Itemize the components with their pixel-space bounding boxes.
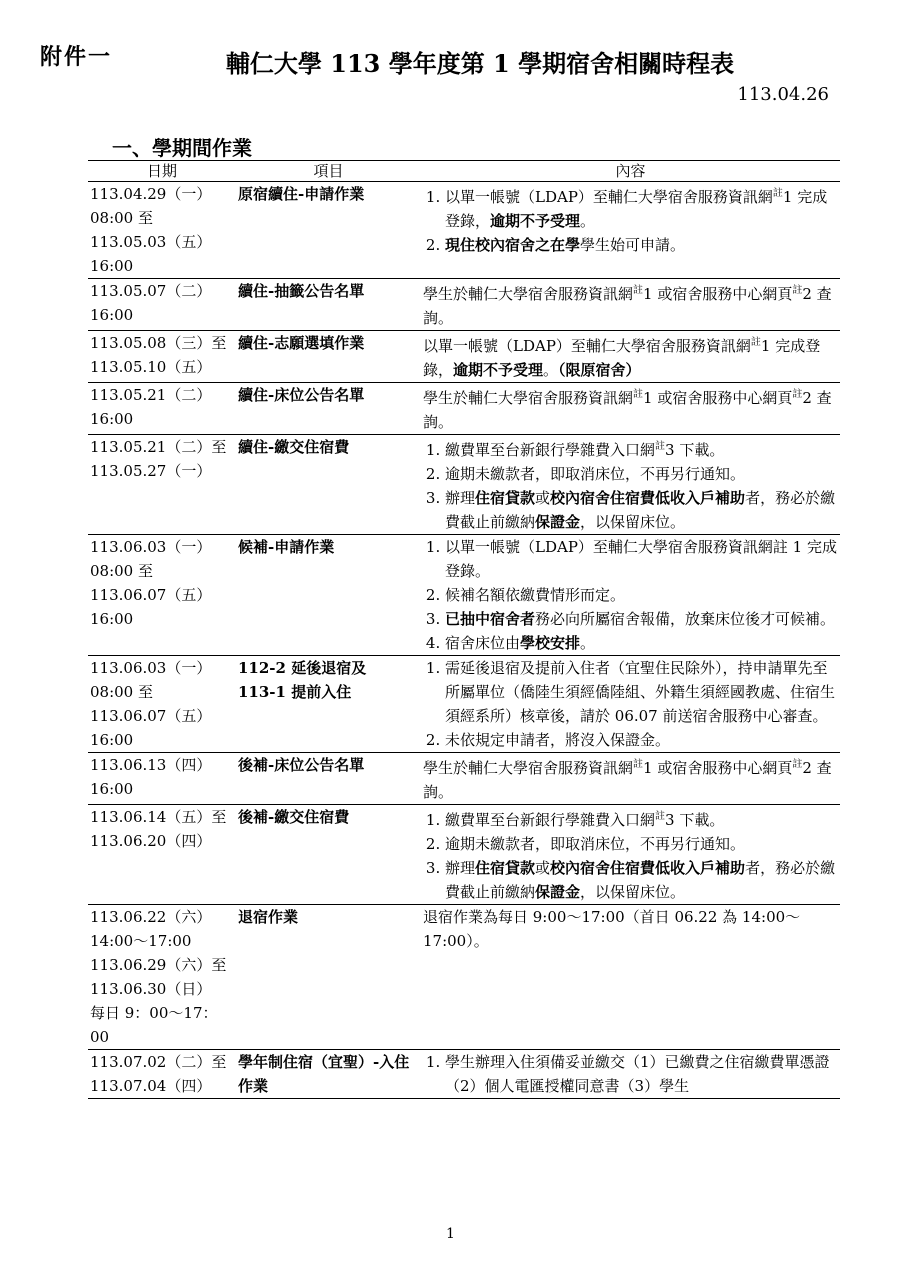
row-item: 112-2 延後退宿及 113-1 提前入住 bbox=[236, 656, 421, 753]
row-date: 113.07.02（二）至 113.07.04（四） bbox=[88, 1050, 236, 1099]
row-content bbox=[421, 656, 840, 753]
list-item: 4. 宿舍床位由學校安排。 bbox=[445, 631, 838, 655]
document-date: 113.04.26 bbox=[737, 84, 829, 105]
content-list bbox=[423, 805, 838, 904]
row-item: 續住-繳交住宿費 bbox=[236, 435, 421, 535]
row-content bbox=[421, 331, 840, 383]
list-item: 1. 以單一帳號（LDAP）至輔仁大學宿舍服務資訊網註 1 完成登錄。 bbox=[445, 535, 838, 583]
attachment-label: 附件一 bbox=[40, 44, 113, 70]
row-item: 候補-申請作業 bbox=[236, 535, 421, 656]
row-date: 113.06.03（一） 08:00 至 113.06.07（五） 16:00 bbox=[88, 656, 236, 753]
page-number: 1 bbox=[446, 1226, 455, 1242]
list-item: 2. 未依規定申請者，將沒入保證金。 bbox=[445, 728, 838, 752]
table-row bbox=[88, 905, 840, 1050]
row-item: 原宿續住-申請作業 bbox=[236, 182, 421, 279]
list-item: 3. 已抽中宿舍者務必向所屬宿舍報備，放棄床位後才可候補。 bbox=[445, 607, 838, 631]
row-item: 續住-床位公告名單 bbox=[236, 383, 421, 435]
row-date: 113.06.13（四） 16:00 bbox=[88, 753, 236, 805]
row-date: 113.06.14（五）至 113.06.20（四） bbox=[88, 805, 236, 905]
section-title: 一、學期間作業 bbox=[112, 136, 252, 160]
row-item: 後補-床位公告名單 bbox=[236, 753, 421, 805]
row-item: 退宿作業 bbox=[236, 905, 421, 1050]
content-list bbox=[423, 435, 838, 534]
table-row bbox=[88, 279, 840, 331]
list-item: 1. 繳費單至台新銀行學雜費入口網$^註$3 下載。 bbox=[445, 435, 838, 462]
table-header-row bbox=[88, 161, 840, 182]
list-item: 2. 逾期未繳款者，即取消床位，不再另行通知。 bbox=[445, 832, 838, 856]
row-date: 113.05.21（二） 16:00 bbox=[88, 383, 236, 435]
content-text: 學生於輔仁大學宿舍服務資訊網$^註$1 或宿舍服務中心網頁$^註$2 查詢。 bbox=[423, 389, 832, 431]
row-content bbox=[421, 805, 840, 905]
row-date: 113.06.22（六） 14:00～17:00 113.06.29（六）至 113.06.30（日） 每日 9：00～17：00 bbox=[88, 905, 236, 1050]
content-text: 以單一帳號（LDAP）至輔仁大學宿舍服務資訊網$^註$1 完成登錄，逾期不予受理。（限原宿舍） bbox=[423, 337, 821, 379]
schedule-table bbox=[88, 160, 840, 1099]
row-item: 續住-志願選填作業 bbox=[236, 331, 421, 383]
row-item: 續住-抽籤公告名單 bbox=[236, 279, 421, 331]
content-text: 學生於輔仁大學宿舍服務資訊網$^註$1 或宿舍服務中心網頁$^註$2 查詢。 bbox=[423, 285, 832, 327]
row-content bbox=[421, 435, 840, 535]
table-row bbox=[88, 656, 840, 753]
table-row bbox=[88, 435, 840, 535]
table-row bbox=[88, 182, 840, 279]
row-item: 學年制住宿（宜聖）-入住作業 bbox=[236, 1050, 421, 1099]
column-header-content: 內容 bbox=[421, 161, 840, 182]
row-date: 113.05.07（二） 16:00 bbox=[88, 279, 236, 331]
list-item: 2. 候補名額依繳費情形而定。 bbox=[445, 583, 838, 607]
list-item: 2. 現住校內宿舍之在學學生始可申請。 bbox=[445, 233, 838, 257]
table-row bbox=[88, 1050, 840, 1099]
content-list bbox=[423, 656, 838, 752]
row-content bbox=[421, 279, 840, 331]
list-item: 2. 逾期未繳款者，即取消床位，不再另行通知。 bbox=[445, 462, 838, 486]
list-item: 1. 繳費單至台新銀行學雜費入口網$^註$3 下載。 bbox=[445, 805, 838, 832]
row-item: 後補-繳交住宿費 bbox=[236, 805, 421, 905]
row-content bbox=[421, 535, 840, 656]
content-list bbox=[423, 182, 838, 257]
row-date: 113.05.08（三）至 113.05.10（五） bbox=[88, 331, 236, 383]
row-content bbox=[421, 383, 840, 435]
row-content bbox=[421, 182, 840, 279]
content-text: 學生於輔仁大學宿舍服務資訊網$^註$1 或宿舍服務中心網頁$^註$2 查詢。 bbox=[423, 759, 832, 801]
row-date: 113.04.29（一） 08:00 至 113.05.03（五） 16:00 bbox=[88, 182, 236, 279]
list-item: 1. 需延後退宿及提前入住者（宜聖住民除外），持申請單先至所屬單位（僑陸生須經僑陸組、外籍生須經國教處、住宿生須經系所）核章後，請於 06.07 前送宿舍服務中心審查。 bbox=[445, 656, 838, 728]
content-list bbox=[423, 535, 838, 655]
table-row bbox=[88, 805, 840, 905]
document-title: 輔仁大學 113 學年度第 1 學期宿舍相關時程表 bbox=[225, 49, 735, 78]
table-row bbox=[88, 331, 840, 383]
list-item: 3. 辦理住宿貸款或校內宿舍住宿費低收入戶補助者，務必於繳費截止前繳納保證金，以保留床位。 bbox=[445, 486, 838, 534]
list-item: 3. 辦理住宿貸款或校內宿舍住宿費低收入戶補助者，務必於繳費截止前繳納保證金，以保留床位。 bbox=[445, 856, 838, 904]
row-date: 113.05.21（二）至 113.05.27（一） bbox=[88, 435, 236, 535]
list-item: 1. 學生辦理入住須備妥並繳交（1）已繳費之住宿繳費單憑證（2）個人電匯授權同意書（3）學生 bbox=[445, 1050, 838, 1098]
list-item: 1. 以單一帳號（LDAP）至輔仁大學宿舍服務資訊網$^註$1 完成登錄，逾期不予受理。 bbox=[445, 182, 838, 233]
table-row bbox=[88, 383, 840, 435]
table-row bbox=[88, 535, 840, 656]
content-list bbox=[423, 1050, 838, 1098]
content-text: 退宿作業為每日 9:00～17:00（首日 06.22 為 14:00～17:00）。 bbox=[423, 908, 801, 950]
table-row bbox=[88, 753, 840, 805]
column-header-item: 項目 bbox=[236, 161, 421, 182]
column-header-date: 日期 bbox=[88, 161, 236, 182]
row-content bbox=[421, 753, 840, 805]
row-date: 113.06.03（一） 08:00 至 113.06.07（五） 16:00 bbox=[88, 535, 236, 656]
row-content bbox=[421, 905, 840, 1050]
row-content bbox=[421, 1050, 840, 1099]
